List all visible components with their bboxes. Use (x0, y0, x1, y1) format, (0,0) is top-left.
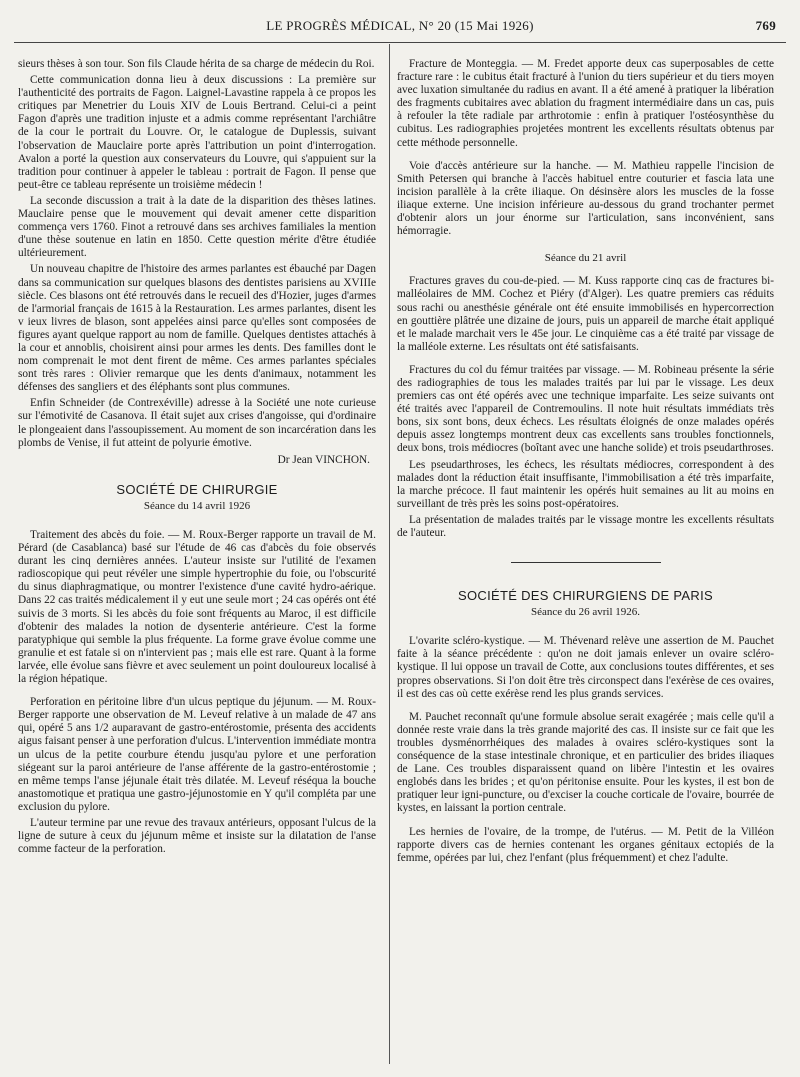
section-title: SOCIÉTÉ DES CHIRURGIENS DE PARIS (458, 588, 713, 604)
paragraph: Fractures graves du cou-de-pied. — M. Kuss rapporte cinq cas de fractures bi-malléolaires de MM. Cochez et Piéry (d'Alger). Les quatre premiers cas réduits sous rachi ou anesthésie générale ont été ensuite immobilisés en hypercorrection en gouttière plâtrée une dizaine de jours, puis un appareil de marche était appliqué et le malade marchait vers le 45e jour. Le cinquième cas a été traité par vissage de la malléole externe. Les résultats ont été satisfaisants. (397, 275, 774, 353)
paragraph: L'auteur termine par une revue des travaux antérieurs, opposant l'ulcus de la ligne de suture à ceux du jéjunum même et insiste sur la dilatation de l'anse comme facteur de la perforation. (18, 816, 376, 856)
paragraph: Traitement des abcès du foie. — M. Roux-Berger rapporte un travail de M. Pérard (de Casablanca) basé sur l'étude de 46 cas d'abcès du foie observés durant les cinq dernières années. L'auteur insiste sur l'utilité de l'examen radioscopique qui peut révéler une simple hypertrophie du foie, ou l'obscurité du sinus diaphragmatique, ou montrer l'existence d'une cavité hydro-aérique. Dans 22 cas traités médicalement il y eut une seule mort ; 24 cas opérés ont été suivis de 3 morts. Si les abcès du foie sont fréquents au Maroc, il est difficile d'obtenir des malades la notion de dysenterie antérieure. C'est la forme paratyphique qui semble la plus fréquente. La forme grave évolue comme une granulie et est fatale si on n'intervient pas ; mais elle est rare. Quant à la forme larvée, elle évolue sans fièvre et avec seulement un point douloureux localisé à la région hépatique. (18, 529, 376, 686)
journal-title: LE PROGRÈS MÉDICAL, N° 20 (15 Mai 1926) (266, 18, 534, 33)
paragraph: Les hernies de l'ovaire, de la trompe, de l'utérus. — M. Petit de la Villéon rapporte divers cas de hernies contenant les organes génitaux ectopiés de la femme, opérées par lui, chez l'enfant (plus fréquemment) et chez l'adulte. (397, 825, 774, 864)
signature: Dr Jean VINCHON. (277, 453, 370, 466)
paragraph: M. Pauchet reconnaît qu'une formule absolue serait exagérée ; mais celle qu'il a donnée reste vraie dans la très grande majorité des cas. Il insiste sur ce fait que les troubles dysménorrhéiques des malades à ovaires scléro-kystiques sont la conséquence de la stase intestinale chronique, et en particulier des brides iliaques de Lane. Ces troubles disparaissent quand on libère l'intestin et les ovaires englobés dans les brides ; et qu'on péritonise ensuite. Pour les kystes, il est bon de pratiquer leur igni-puncture, ou d'exciser la couche corticale de l'ovaire, bourrée de kystes, en laissant la portion centrale. (397, 710, 774, 815)
right-column (397, 58, 774, 1068)
section-title: SOCIÉTÉ DE CHIRURGIE (116, 481, 278, 497)
paragraph: Voie d'accès antérieure sur la hanche. — M. Mathieu rappelle l'incision de Smith Petersen qui branche à l'accès habituel entre couturier et fascia lata une incision parallèle à la crête iliaque. On désinsère alors les muscles de la fosse iliaque externe. Une incision inférieure au-dessous du grand trochanter permet d'obtenir alors un jour énorme sur l'articulation, sans inconvénient, sans hémorragie. (397, 159, 774, 238)
session-date: Séance du 21 avril (544, 252, 627, 265)
section-date: Séance du 26 avril 1926. (530, 606, 641, 619)
paragraph: sieurs thèses à son tour. Son fils Claude hérita de sa charge de médecin du Roi. (18, 58, 375, 70)
paragraph: Cette communication donna lieu à deux discussions : La première sur l'authenticité des portraits de Fagon. Laignel-Lavastine rappela à ce propos les critiques par Menetrier du Louis XIV de Louis Bertrand. Celui-ci a peint Fagon d'après une tradition injuste et a admis comme représentant l'archiâtre de la cour le portrait du Louvre. Or, le catalogue de Duplessis, suivant l'observation de Mauclaire porte après l'attribution un point d'interrogation. Avalon a porté la question aux conservateurs du Louvre, qui s'appuient sur la tradition pour continuer à appeler le tableau : portrait de Fagon. Il pense que peut-être ce tableau représente un troisième médecin ! (18, 74, 376, 191)
paragraph: Un nouveau chapitre de l'histoire des armes parlantes est ébauché par Dagen dans sa communication sur quelques blasons des dentistes parisiens au XVIIIe siècle. Ces blasons ont été retrouvés dans le recueil des d'Hozier, juges d'armes de l'armorial français de 1615 à la Restauration. Les armes parlantes, disent les v ieux livres de blason, sont appelées ainsi parce qu'elles sont composées de figures ayant quelque rapport au nom de famille. Quelques dentistes attachés à la cour et annoblis, choisirent ainsi pour armes les dents. Des familles dont le nom comprenait le mot dent firent de même. Ces armes parlantes spéciales sont très rares : Olivier remarque que les dents d'animaux, notamment les défenses des sangliers et des éléphants sont plus communes. (18, 263, 376, 394)
paragraph: Perforation en péritoine libre d'un ulcus peptique du jéjunum. — M. Roux-Berger rapporte une observation de M. Leveuf relative à un malade de 47 ans qui, opéré 5 ans 1/2 auparavant de gastro-entérostomie, présenta des accidents aigus faisant penser à une perforation d'ulcus. L'intervention immédiate montra un ulcus de la petite courbure étendu jusqu'au pylore et une perforation siégeant sur la paroi antérieure de l'anse afférente de la gastro-entérostomie ; en même temps l'anse jéjunale était très dilatée. M. Leveuf réséqua la bouche anastomotique et pratiqua une gastro-jéjunostomie en Y qu'il compléta par une exclusion du pylore. (18, 696, 376, 813)
section-date: Séance du 14 avril 1926 (143, 499, 251, 512)
left-column (18, 58, 376, 1068)
paragraph: Fracture de Monteggia. — M. Fredet apporte deux cas superposables de cette fracture rare : le cubitus était fracturé à l'union du tiers supérieur et du tiers moyen avec luxation simultanée du radius en avant. Il a été amené à pratiquer la libération des fragments cubitaires avec ablation du fragment intermédiaire dans un cas, puis à refouler la tête radiale par arthrotomie : enfin à pratiquer l'ostéosynthèse du cubitus. Les radiographies projetées montrent les excellents résultats obtenus par cette méthode personnelle. (397, 58, 774, 149)
paragraph: La seconde discussion a trait à la date de la disparition des thèses latines. Mauclaire pense que le mouvement qui devait amener cette disparition commença vers 1760. Finot a retrouvé dans ses archives familiales la mention d'une thèse soutenue en latin en 1850. Cette question mérite d'être étudiée ultérieurement. (18, 194, 376, 260)
running-header (14, 18, 786, 36)
paragraph: Les pseudarthroses, les échecs, les résultats médiocres, correspondent à des malades dont la réduction était insuffisante, l'immobilisation a été très imparfaite, la marche précoce. Il faut maintenir les opérés huit semaines au lit au moins en surveillant de très près les soins post-opératoires. (397, 458, 774, 510)
section-divider (511, 562, 661, 563)
paragraph: L'ovarite scléro-kystique. — M. Thévenard relève une assertion de M. Pauchet faite à la séance précédente : qu'on ne doit jamais enlever un ovaire scléro-kystique. Il lui oppose un travail de Cotte, aux conclusions toutes différentes, et ses propres observations. Si l'on doit être très circonspect dans l'exérèse de ces ovaires, il est des cas où cette exérèse rend les plus grands services. (397, 635, 774, 700)
paragraph: La présentation de malades traités par le vissage montre les excellents résultats de l'auteur. (397, 513, 774, 539)
header-rule (14, 42, 786, 43)
column-divider (389, 44, 390, 1064)
paragraph: Enfin Schneider (de Contrexéville) adresse à la Société une note curieuse sur l'émotivité de Casanova. Il était sujet aux crises d'angoisse, qui d'ordinaire le plongeaient dans l'assoupissement. Au moment de son incarcération dans les plombs de Venise, il fut atteint de polyurie émotive. (18, 397, 376, 449)
paragraph: Fractures du col du fémur traitées par vissage. — M. Robineau présente la série des radiographies de tous les malades traités par lui par le vissage. Les deux premiers cas ont été opérés avec une technique imparfaite. Les seize suivants ont été traités avec l'appareil de Contremoulins. Il note huit résultats immédiats très bons, six sont bons, deux échecs. Les résultats éloignés de onze malades opérés depuis assez longtemps montrent deux cas excellents sans troubles fonctionnels, deux bons, trois médiocres (boîtant avec une hanche solide) et trois pseudarthroses. (397, 363, 774, 455)
page-number: 769 (755, 18, 776, 33)
